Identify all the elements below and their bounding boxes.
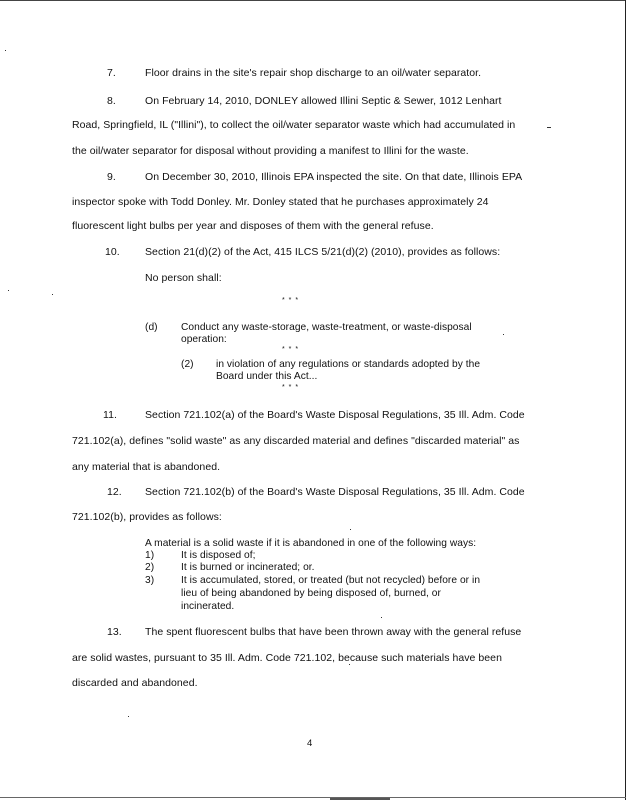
- scan-speck: [349, 664, 350, 665]
- list-item-2-line-1: It is burned or incinerated; or.: [181, 562, 315, 573]
- para-8-line-3: the oil/water separator for disposal without providing a manifest to Illini for the waste.: [72, 145, 469, 157]
- para-9-line-2: inspector spoke with Todd Donley. Mr. Donley stated that he purchases approximately 24: [72, 196, 489, 208]
- para-9-line-3: fluorescent light bulbs per year and disposes of them with the general refuse.: [72, 220, 434, 232]
- list-item-1-line-1: It is disposed of;: [181, 550, 256, 561]
- para-13-line-3: discarded and abandoned.: [72, 677, 198, 689]
- para-10-sub-2-line-1: in violation of any regulations or standards adopted by the: [216, 359, 481, 370]
- para-7-line-1: Floor drains in the site's repair shop discharge to an oil/water separator.: [145, 67, 482, 79]
- scan-speck: [350, 529, 351, 530]
- para-10-line-1: Section 21(d)(2) of the Act, 415 ILCS 5/21(d)(2) (2010), provides as follows:: [145, 246, 501, 258]
- para-10-quote-intro: No person shall:: [145, 272, 222, 284]
- para-12-quote-intro: A material is a solid waste if it is abandoned in one of the following ways:: [145, 538, 477, 549]
- list-item-3-line-1: It is accumulated, stored, or treated (but not recycled) before or in: [181, 575, 481, 586]
- scan-speck: [503, 334, 504, 335]
- scan-speck: [381, 617, 382, 618]
- scan-edge-top: [0, 0, 626, 1]
- ellipsis-stars-2: * * *: [282, 346, 300, 353]
- para-8-line-1: On February 14, 2010, DONLEY allowed Illini Septic & Sewer, 1012 Lenhart: [145, 95, 502, 107]
- para-9-line-1: On December 30, 2010, Illinois EPA inspected the site. On that date, Illinois EPA: [145, 171, 523, 183]
- scan-edge-bottom: [0, 797, 626, 798]
- list-item-1-label: 1): [145, 550, 155, 561]
- para-11-number: 11.: [103, 409, 117, 421]
- scan-speck: [5, 50, 6, 51]
- para-12-line-2: 721.102(b), provides as follows:: [72, 511, 222, 523]
- scan-speck: [8, 290, 9, 291]
- page-number: 4: [307, 738, 313, 749]
- para-7-number: 7.: [107, 67, 116, 79]
- para-13-line-1: The spent fluorescent bulbs that have been thrown away with the general refuse: [145, 626, 522, 638]
- scan-speck: [128, 716, 129, 717]
- para-10-d-label: (d): [145, 322, 158, 333]
- para-13-number: 13.: [107, 626, 122, 638]
- scan-speck: [547, 127, 551, 128]
- list-item-3-line-2: lieu of being abandoned by being disposed of, burned, or: [181, 588, 441, 599]
- para-12-number: 12.: [107, 486, 122, 498]
- para-13-line-2: are solid wastes, pursuant to 35 Ill. Adm. Code 721.102, because such materials have been: [72, 652, 502, 664]
- para-10-d-line-2: operation:: [181, 334, 227, 345]
- para-12-line-1: Section 721.102(b) of the Board's Waste Disposal Regulations, 35 Ill. Adm. Code: [145, 486, 525, 498]
- list-item-3-line-3: incinerated.: [181, 601, 235, 612]
- para-10-sub-2-label: (2): [181, 359, 194, 370]
- para-10-sub-2-line-2: Board under this Act...: [216, 371, 318, 382]
- scan-speck: [52, 294, 53, 295]
- ellipsis-stars-1: * * *: [282, 297, 300, 304]
- para-11-line-3: any material that is abandoned.: [72, 461, 221, 473]
- para-9-number: 9.: [107, 171, 116, 183]
- list-item-3-label: 3): [145, 575, 155, 586]
- list-item-2-label: 2): [145, 562, 155, 573]
- para-10-number: 10.: [105, 246, 120, 258]
- para-11-line-1: Section 721.102(a) of the Board's Waste Disposal Regulations, 35 Ill. Adm. Code: [145, 409, 525, 421]
- para-8-line-2: Road, Springfield, IL ("Illini"), to collect the oil/water separator waste which had accumulated in: [72, 119, 516, 131]
- para-11-line-2: 721.102(a), defines "solid waste" as any discarded material and defines "discarded material" as: [72, 435, 520, 447]
- para-8-number: 8.: [107, 95, 116, 107]
- para-10-d-line-1: Conduct any waste-storage, waste-treatment, or waste-disposal: [181, 322, 472, 333]
- ellipsis-stars-3: * * *: [282, 384, 300, 391]
